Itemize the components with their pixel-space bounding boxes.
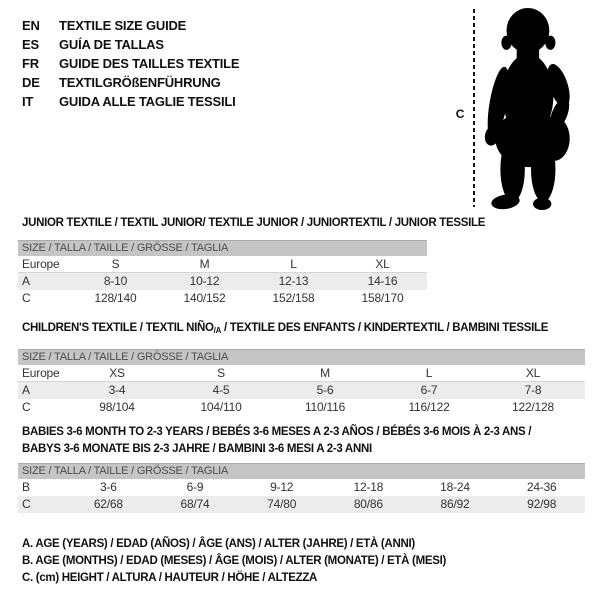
size-cell: 6-9 bbox=[186, 480, 204, 494]
footnote-list bbox=[22, 536, 446, 587]
table-title bbox=[18, 321, 585, 338]
language-row-en bbox=[22, 16, 239, 35]
size-cell: 104/110 bbox=[200, 400, 242, 414]
size-cell: 10-12 bbox=[189, 274, 220, 288]
row-label: Europe bbox=[22, 366, 60, 380]
language-row-es bbox=[22, 35, 239, 54]
size-cell: 8-10 bbox=[103, 274, 128, 288]
row-label: Europe bbox=[22, 257, 60, 271]
table-row-height bbox=[18, 399, 585, 416]
size-cell: 128/140 bbox=[94, 291, 137, 305]
footnote-height-cm: C. (cm) HEIGHT / ALTURA / HAUTEUR / HÖHE / ALTEZZA bbox=[22, 572, 318, 584]
language-title: TEXTILE SIZE GUIDE bbox=[59, 18, 187, 33]
language-code: IT bbox=[22, 94, 34, 109]
size-cell: 7-8 bbox=[524, 383, 542, 397]
toddler-silhouette-shapes bbox=[483, 8, 574, 210]
size-header-bar: SIZE / TALLA / TAILLE / GRÖSSE / TAGLIA bbox=[18, 240, 427, 256]
size-cell: 68/74 bbox=[180, 497, 210, 511]
size-cell: 74/80 bbox=[267, 497, 297, 511]
size-cell: 98/104 bbox=[99, 400, 135, 414]
size-cell: 110/116 bbox=[304, 400, 346, 414]
size-cell: S bbox=[111, 257, 120, 271]
size-cell: 12-18 bbox=[353, 480, 384, 494]
size-cell: 18-24 bbox=[440, 480, 470, 494]
language-title: GUIDE DES TAILLES TEXTILE bbox=[59, 56, 240, 71]
table-row-height bbox=[18, 496, 585, 513]
height-measure-dashed-line bbox=[473, 9, 475, 207]
size-cell: 116/122 bbox=[408, 400, 450, 414]
size-cell: M bbox=[199, 257, 210, 271]
size-header-bar: SIZE / TALLA / TAILLE / GRÖSSE / TAGLIA bbox=[18, 349, 585, 365]
table-row-age-months bbox=[18, 479, 585, 496]
table-row-height bbox=[18, 290, 427, 307]
size-cell: L bbox=[290, 257, 297, 271]
table-row-age bbox=[18, 382, 585, 399]
size-cell: 3-4 bbox=[108, 383, 126, 397]
size-cell: XL bbox=[375, 257, 390, 271]
size-cell: 92/98 bbox=[527, 497, 557, 511]
height-measure-label: C bbox=[455, 107, 465, 121]
table-title-post: / TEXTILE DES ENFANTS / KINDERTEXTIL / BAMBINI TESSILE bbox=[221, 322, 549, 334]
row-label: C bbox=[22, 497, 31, 511]
size-cell: 12-13 bbox=[278, 274, 309, 288]
language-row-it bbox=[22, 92, 239, 111]
size-header-bar: SIZE / TALLA / TAILLE / GRÖSSE / TAGLIA bbox=[18, 463, 585, 479]
row-label: A bbox=[22, 383, 30, 397]
size-cell: 140/152 bbox=[183, 291, 226, 305]
size-cell: 122/128 bbox=[512, 400, 554, 414]
language-code: FR bbox=[22, 56, 39, 71]
language-title: GUIDA ALLE TAGLIE TESSILI bbox=[59, 94, 236, 109]
size-cell: 6-7 bbox=[420, 383, 438, 397]
table-title: JUNIOR TEXTILE / TEXTIL JUNIOR/ TEXTILE JUNIOR / JUNIORTEXTIL / JUNIOR TESSILE bbox=[22, 217, 486, 229]
size-cell: 152/158 bbox=[272, 291, 315, 305]
size-cell: M bbox=[320, 366, 330, 380]
table-row-europe bbox=[18, 365, 585, 382]
table-title-line2: BABYS 3-6 MONATE BIS 2-3 JAHRE / BAMBINI 3-6 MESI A 2-3 ANNI bbox=[22, 443, 372, 455]
babies-textile-table bbox=[18, 424, 585, 513]
size-cell: 14-16 bbox=[367, 274, 398, 288]
row-label: B bbox=[22, 480, 30, 494]
row-label: A bbox=[22, 274, 30, 288]
toddler-silhouette-icon bbox=[481, 6, 583, 210]
size-cell: XL bbox=[525, 366, 541, 380]
table-title-line1: BABIES 3-6 MONTH TO 2-3 YEARS / BEBÉS 3-6 MESES A 2-3 AÑOS / BÉBÉS 3-6 MOIS À 2-3 ANS / bbox=[22, 426, 532, 438]
childrens-textile-table bbox=[18, 321, 585, 416]
table-title-sub: /A bbox=[213, 326, 222, 335]
row-label: C bbox=[22, 400, 31, 414]
junior-textile-table bbox=[18, 216, 486, 307]
table-title-pre: CHILDREN'S TEXTILE / TEXTIL NIÑO bbox=[22, 322, 214, 334]
language-title-list bbox=[22, 16, 239, 111]
footnote-age-months: B. AGE (MONTHS) / EDAD (MESES) / ÂGE (MOIS) / ALTER (MONATE) / ETÀ (MESI) bbox=[22, 555, 447, 567]
table-row-europe bbox=[18, 256, 427, 273]
language-code: ES bbox=[22, 37, 39, 52]
size-cell: 86/92 bbox=[440, 497, 470, 511]
size-cell: 62/68 bbox=[93, 497, 123, 511]
language-title: TEXTILGRÖßENFÜHRUNG bbox=[59, 75, 221, 90]
language-row-de bbox=[22, 73, 239, 92]
footnote-age-years: A. AGE (YEARS) / EDAD (AÑOS) / ÂGE (ANS) / ALTER (JAHRE) / ETÀ (ANNI) bbox=[22, 538, 415, 550]
size-cell: 24-36 bbox=[526, 480, 557, 494]
size-cell: 4-5 bbox=[212, 383, 230, 397]
table-row-age bbox=[18, 273, 427, 290]
size-cell: XS bbox=[109, 366, 125, 380]
size-cell: 9-12 bbox=[270, 480, 294, 494]
size-cell: 5-6 bbox=[316, 383, 334, 397]
size-cell: 3-6 bbox=[99, 480, 117, 494]
size-cell: 80/86 bbox=[353, 497, 383, 511]
row-label: C bbox=[22, 291, 31, 305]
size-cell: 158/170 bbox=[361, 291, 404, 305]
language-code: DE bbox=[22, 75, 40, 90]
language-row-fr bbox=[22, 54, 239, 73]
size-cell: L bbox=[425, 366, 433, 380]
size-cell: S bbox=[217, 366, 225, 380]
language-code: EN bbox=[22, 18, 40, 33]
language-title: GUÍA DE TALLAS bbox=[59, 37, 164, 52]
